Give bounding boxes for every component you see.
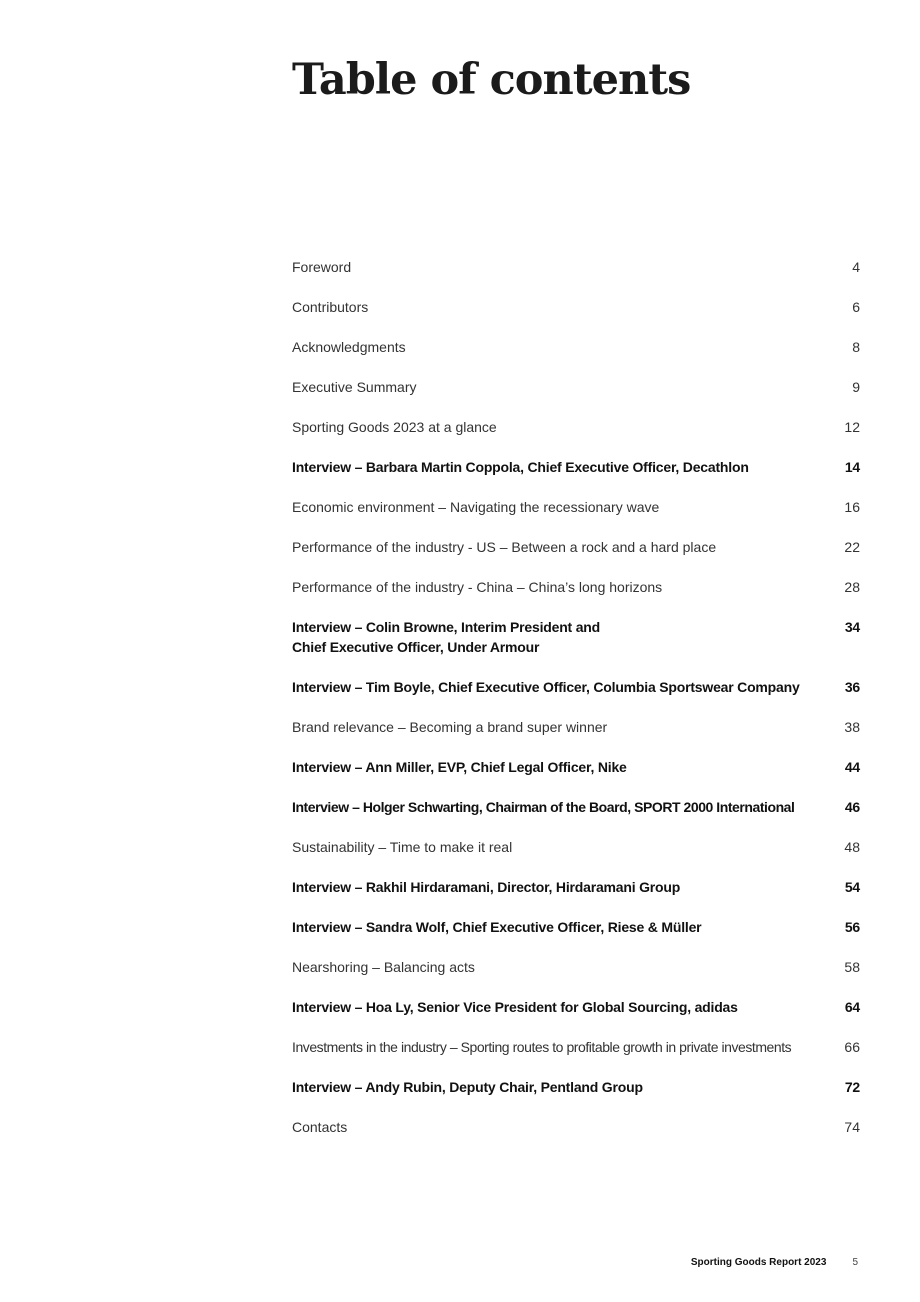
toc-entry-title: Interview – Rakhil Hirdaramani, Director, Hirdaramani Group <box>292 879 681 895</box>
toc-entry-title: Performance of the industry - US – Between a rock and a hard place <box>292 539 717 555</box>
toc-entry-contributors[interactable] <box>292 297 860 317</box>
toc-entry-page: 48 <box>844 839 860 855</box>
toc-entry-interview-decathlon[interactable] <box>292 457 860 477</box>
toc-entry-nearshoring[interactable] <box>292 957 860 977</box>
toc-entry-title: Interview – Sandra Wolf, Chief Executive Officer, Riese & Müller <box>292 919 702 935</box>
toc-entry-page: 56 <box>844 919 860 935</box>
toc-entry-page: 14 <box>844 459 860 475</box>
toc-entry-page: 46 <box>844 799 860 815</box>
toc-entry-interview-columbia[interactable] <box>292 677 860 697</box>
toc-entry-title: Contributors <box>292 299 369 315</box>
toc-entry-interview-hirdaramani[interactable] <box>292 877 860 897</box>
toc-entry-page: 72 <box>844 1079 860 1095</box>
toc-entry-title: Sustainability – Time to make it real <box>292 839 513 855</box>
toc-entry-economic-environment[interactable] <box>292 497 860 517</box>
toc-entry-interview-nike[interactable] <box>292 757 860 777</box>
toc-entry-page: 12 <box>844 419 860 435</box>
toc-entry-performance-us[interactable] <box>292 537 860 557</box>
toc-entry-title: Performance of the industry - China – China’s long horizons <box>292 579 663 595</box>
toc-entry-brand-relevance[interactable] <box>292 717 860 737</box>
toc-entry-page: 36 <box>844 679 860 695</box>
toc-entry-page: 54 <box>844 879 860 895</box>
toc-entry-interview-adidas[interactable] <box>292 997 860 1017</box>
toc-entry-page: 38 <box>844 719 860 735</box>
toc-entry-title: Interview – Hoa Ly, Senior Vice President for Global Sourcing, adidas <box>292 999 738 1015</box>
toc-entry-title: Nearshoring – Balancing acts <box>292 959 475 975</box>
toc-entry-acknowledgments[interactable] <box>292 337 860 357</box>
toc-entry-title: Acknowledgments <box>292 339 406 355</box>
toc-entry-title: Interview – Holger Schwarting, Chairman of the Board, SPORT 2000 International <box>292 799 795 815</box>
toc-entry-performance-china[interactable] <box>292 577 860 597</box>
toc-entry-title: Executive Summary <box>292 379 417 395</box>
toc-entry-title: Economic environment – Navigating the recessionary wave <box>292 499 660 515</box>
toc-entry-page: 58 <box>844 959 860 975</box>
toc-entry-page: 4 <box>852 259 860 275</box>
toc-entry-page: 16 <box>844 499 860 515</box>
toc-entry-investments[interactable] <box>292 1037 860 1057</box>
page-footer <box>691 1255 858 1271</box>
toc-entry-interview-sport-2000[interactable] <box>292 797 860 817</box>
footer-report-name: Sporting Goods Report 2023 <box>690 1257 827 1268</box>
toc-entry-page: 44 <box>844 759 860 775</box>
toc-entry-interview-riese-muller[interactable] <box>292 917 860 937</box>
table-of-contents <box>292 257 860 1157</box>
toc-entry-page: 9 <box>852 379 860 395</box>
toc-entry-foreword[interactable] <box>292 257 860 277</box>
toc-entry-title: Interview – Tim Boyle, Chief Executive Officer, Columbia Sportswear Company <box>292 679 800 695</box>
toc-entry-contacts[interactable] <box>292 1117 860 1137</box>
toc-entry-page: 34 <box>844 619 860 635</box>
toc-entry-interview-under-armour[interactable] <box>292 617 860 657</box>
toc-entry-title: Sporting Goods 2023 at a glance <box>292 419 497 435</box>
toc-entry-title: Foreword <box>292 259 352 275</box>
toc-entry-title: Brand relevance – Becoming a brand super winner <box>292 719 608 735</box>
toc-entry-page: 22 <box>844 539 860 555</box>
toc-entry-title: Contacts <box>292 1119 348 1135</box>
toc-entry-page: 66 <box>844 1039 860 1055</box>
toc-entry-page: 8 <box>852 339 860 355</box>
toc-entry-interview-pentland[interactable] <box>292 1077 860 1097</box>
toc-entry-page: 74 <box>844 1119 860 1135</box>
toc-entry-title: Interview – Ann Miller, EVP, Chief Legal Officer, Nike <box>292 759 627 775</box>
toc-entry-at-a-glance[interactable] <box>292 417 860 437</box>
toc-entry-page: 6 <box>852 299 860 315</box>
page-title: Table of contents <box>292 55 691 105</box>
toc-entry-title: Interview – Colin Browne, Interim President and Chief Executive Officer, Under Armour <box>292 619 600 655</box>
toc-entry-executive-summary[interactable] <box>292 377 860 397</box>
toc-entry-title: Interview – Andy Rubin, Deputy Chair, Pentland Group <box>292 1079 643 1095</box>
toc-entry-title: Investments in the industry – Sporting routes to profitable growth in private investments <box>292 1039 792 1055</box>
toc-entry-sustainability[interactable] <box>292 837 860 857</box>
toc-entry-page: 64 <box>844 999 860 1015</box>
toc-entry-page: 28 <box>844 579 860 595</box>
toc-entry-title: Interview – Barbara Martin Coppola, Chief Executive Officer, Decathlon <box>292 459 749 475</box>
footer-page-number: 5 <box>852 1257 858 1268</box>
